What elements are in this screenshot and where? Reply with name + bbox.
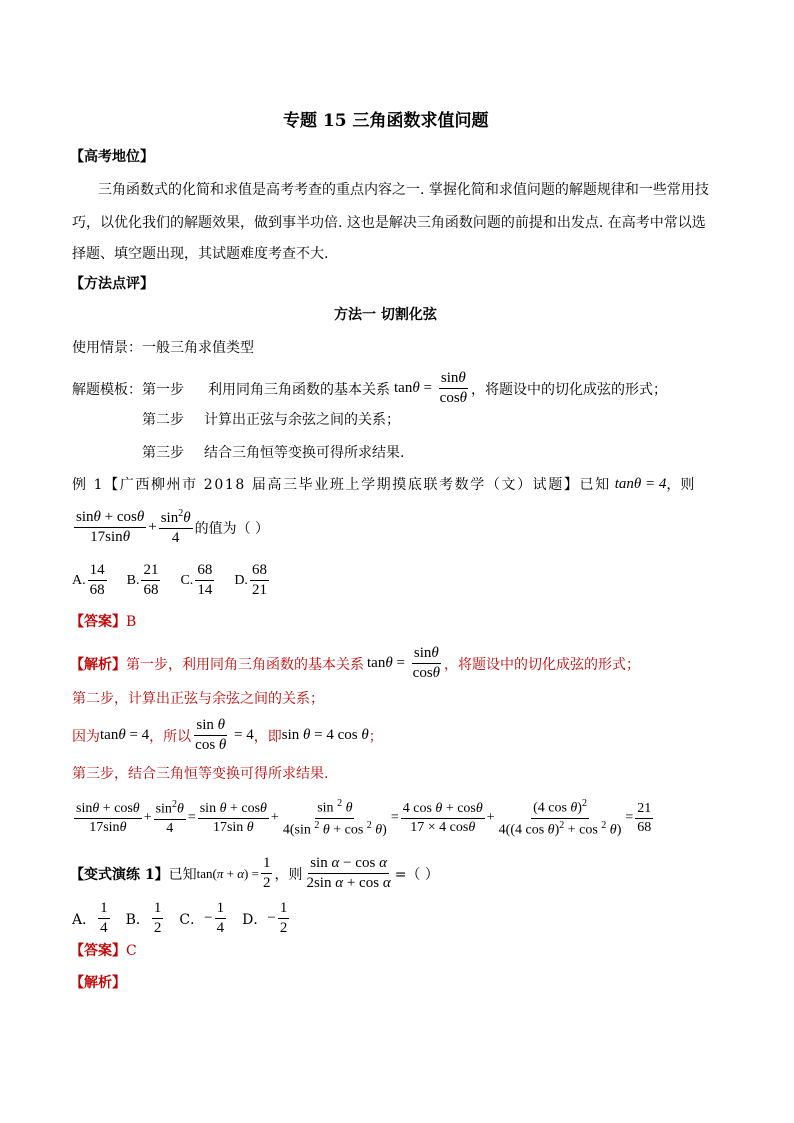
variant-choices: A． $\frac{1}{4}$ B． $\frac{1}{2}$ C． − $\frac{1}{4}$ D． − $\frac{1}{2}$ xyxy=(72,900,288,937)
answer-tag: 【答案】 xyxy=(70,614,126,630)
example1-choices xyxy=(72,562,271,600)
final-value: $\frac{21}{68}$ xyxy=(637,800,652,835)
example1-row xyxy=(72,474,694,494)
choice-b-fraction: $\frac{21}{68}$ xyxy=(143,562,159,599)
so-word: ，所以 xyxy=(149,728,192,745)
choice-d-label: D. xyxy=(234,572,248,588)
derivation-equation: $\frac{\sin\theta + \cos\theta}{17\sin\theta}$ + $\frac{\sin^2\theta}{4}$ = $\frac{\text{sin θ + cosθ}}{\text{17sin θ}}$ + $\frac{\sin ^2 \theta}{4(\sin ^2 \theta + \cos ^2 \theta)}$ = $\frac{\text{4 cos θ + cosθ}}{17 \times 4 \cos\theta}$ + $\frac{(4 \cos \theta)^2}{4((4 \cos \theta)^2 + \cos ^2 \theta)}$ = $\frac{21}{68}$ xyxy=(76,798,652,838)
variant-row: 【变式演练 1】 已知 tan(π + α) = $\frac{1}{2}$ ，则 $\frac{\text{sin α − cos α}}{\text{2sin α + cos α}}$ =（ ） xyxy=(70,855,439,892)
section-heading-gaokao: 【高考地位】 xyxy=(70,149,154,165)
analysis-step2: 第二步，计算出正弦与余弦之间的关系； xyxy=(72,691,324,707)
choice-a-label: A. xyxy=(72,572,86,588)
choice-a-fraction: $\frac{14}{68}$ xyxy=(89,562,105,599)
example1-source: 例 1【广西柳州市 2018 届高三毕业班上学期摸底联考数学（文）试题】已知 xyxy=(72,477,611,493)
example1-then: ，则 xyxy=(666,477,695,493)
variant-known: 已知 xyxy=(168,866,197,883)
section-heading-method: 【方法点评】 xyxy=(70,276,154,292)
analysis2-tag: 【解析】 xyxy=(70,975,126,991)
analysis-step1-row xyxy=(70,645,640,683)
step2-text: 计算出正弦与余弦之间的关系； xyxy=(204,412,400,428)
analysis-because-row: 因为 tanθ = 4 ，所以 $\frac{\text{sin θ}}{\text{cos θ}}$ = 4 ，即 sin θ = 4 cos θ ； xyxy=(72,717,383,754)
usage-line: 使用情景：一般三角求值类型 xyxy=(72,340,254,356)
vchoice-b-label: B． xyxy=(125,911,150,928)
analysis-step1-tail: ，将题设中的切化成弦的形式； xyxy=(444,656,641,673)
example1-value: 的值为（ ） xyxy=(194,520,270,537)
paragraph-line: 巧，以优化我们的解题效果，做到事半功倍. 这也是解决三角函数问题的前提和出发点. 在高考中常以选 xyxy=(72,215,706,231)
choice-c-label: C. xyxy=(180,572,194,588)
ie-word: ，即 xyxy=(253,728,282,745)
template-prefix: 解题模板：第一步 xyxy=(72,381,184,398)
choice-b-label: B. xyxy=(126,572,140,588)
template-step1-tail: ，将题设中的切化成弦的形式； xyxy=(471,381,668,398)
semicolon: ； xyxy=(368,728,383,745)
analysis-step3: 第三步，结合三角恒等变换可得所求结果. xyxy=(72,766,329,782)
answer1-row xyxy=(70,611,136,631)
page-title: 专题 15 三角函数求值问题 xyxy=(283,111,489,131)
example1-expression-row xyxy=(72,508,269,548)
paragraph-line: 三角函数式的化简和求值是高考考查的重点内容之一. 掌握化简和求值问题的解题规律和一些常用技 xyxy=(98,182,709,198)
vchoice-d-label: D． xyxy=(242,911,268,928)
example1-expression: $\frac{\sin\theta + \cos\theta}{17\sin\theta}$ + $\frac{\sin^2\theta}{4}$ xyxy=(76,508,191,547)
template-step1-row xyxy=(72,370,667,408)
analysis-formula-tan: tanθ = $\frac{\sin\theta}{\cos\theta}$ xyxy=(367,645,441,682)
formula-tan-def: tanθ = $\frac{\sin\theta}{\cos\theta}$ xyxy=(394,370,468,407)
because-word: 因为 xyxy=(72,728,100,745)
answer2-tag: 【答案】 xyxy=(70,943,126,959)
step3-label: 第三步 xyxy=(142,445,184,461)
paragraph-line: 择题、填空题出现，其试题难度考查不大. xyxy=(72,246,329,262)
template-step1-text: 利用同角三角函数的基本关系 xyxy=(208,381,390,398)
answer2-row xyxy=(70,940,137,960)
method-title: 方法一 切割化弦 xyxy=(334,307,437,323)
variant-tag: 【变式演练 1】 xyxy=(70,866,169,883)
answer2-value: C xyxy=(126,943,137,959)
step3-text: 结合三角恒等变换可得所求结果. xyxy=(204,445,405,461)
analysis-step1: 第一步，利用同角三角函数的基本关系 xyxy=(126,656,364,673)
vchoice-a-label: A． xyxy=(72,911,97,928)
answer1-value: B xyxy=(126,614,137,630)
step2-label: 第二步 xyxy=(142,412,184,428)
variant-tail: =（ ） xyxy=(394,866,439,883)
choice-d-fraction: $\frac{68}{21}$ xyxy=(251,562,267,599)
choice-c-fraction: $\frac{68}{14}$ xyxy=(197,562,213,599)
variant-then: ，则 xyxy=(274,866,303,883)
example1-condition: tanθ = 4 xyxy=(614,475,667,492)
analysis-tag: 【解析】 xyxy=(70,656,126,673)
vchoice-c-label: C． xyxy=(179,911,205,928)
